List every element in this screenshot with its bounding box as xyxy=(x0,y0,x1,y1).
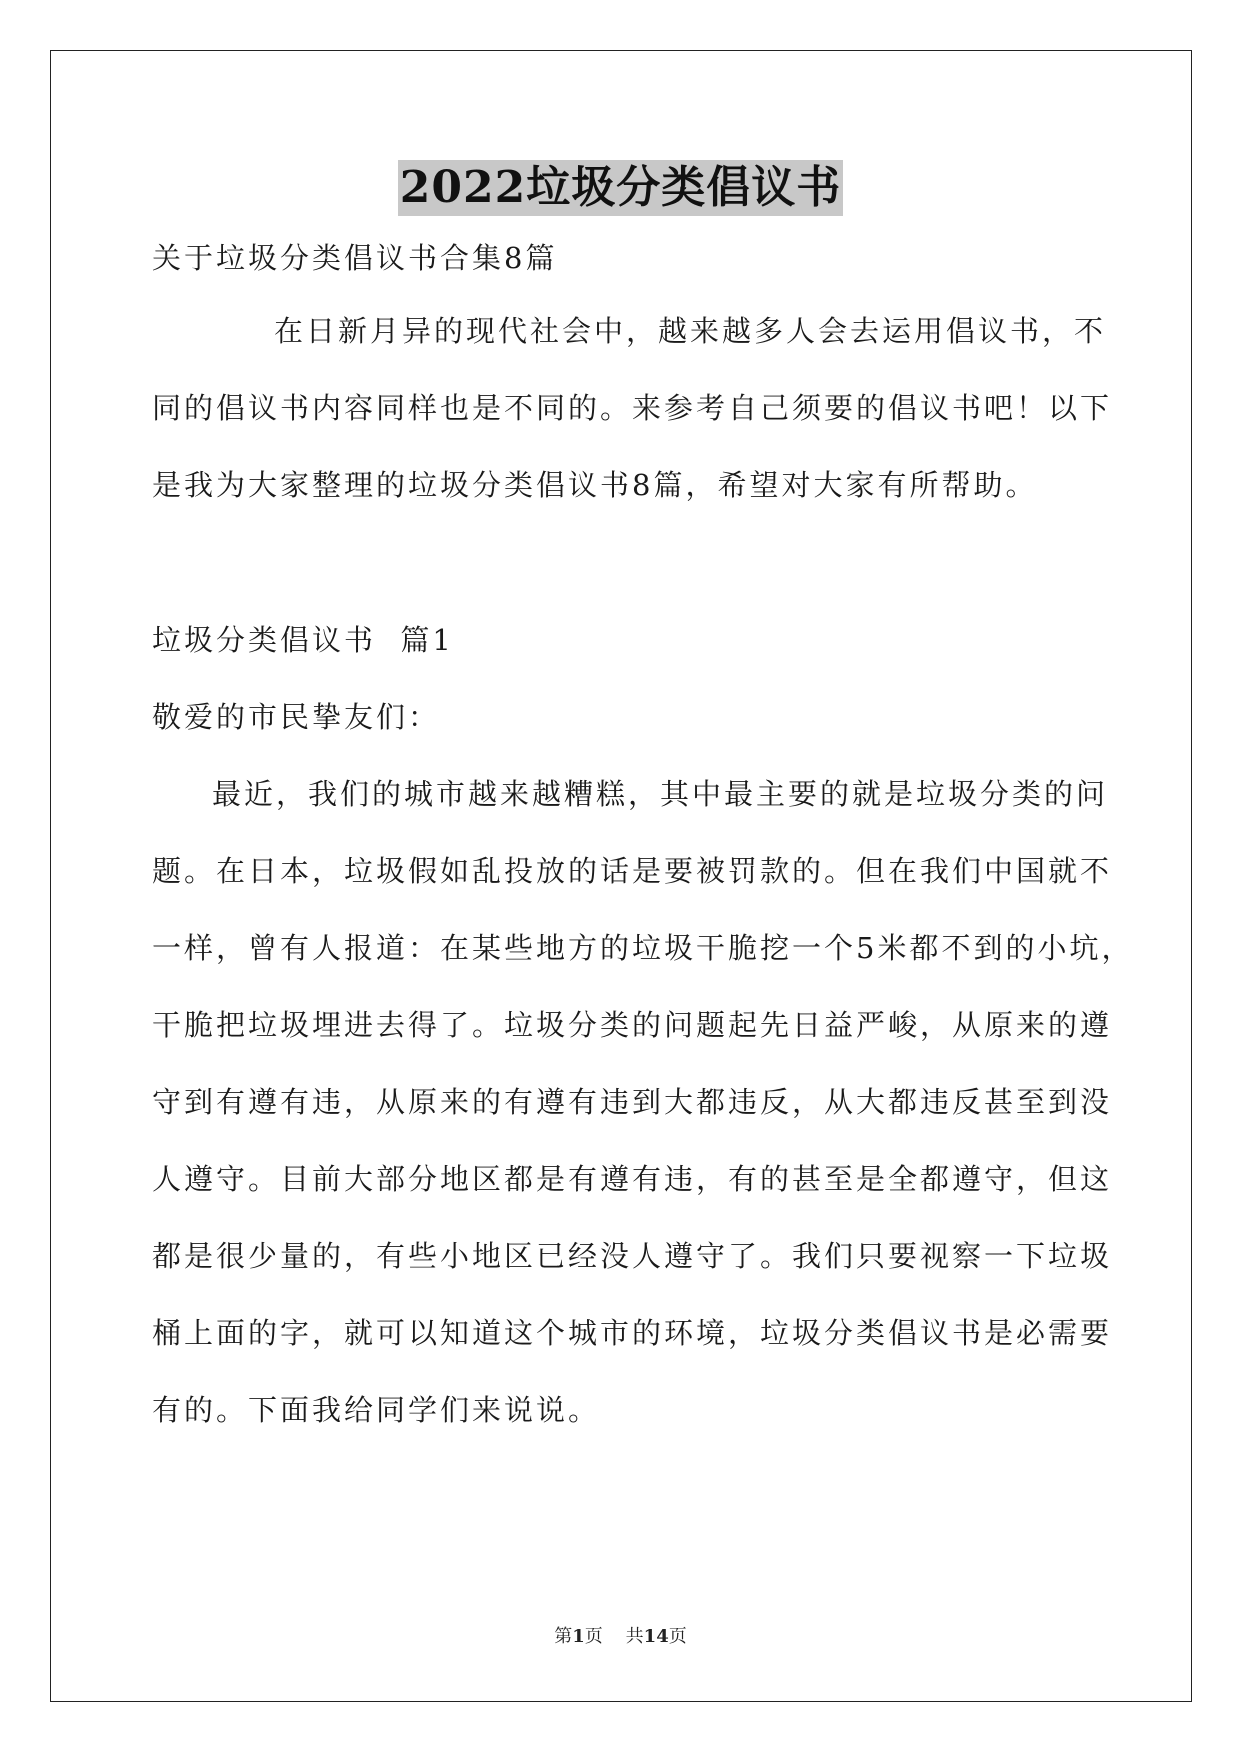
page-footer xyxy=(0,1622,1241,1648)
body-line: 最近，我们的城市越来越糟糕，其中最主要的就是垃圾分类的问 xyxy=(212,777,1109,811)
body-line: 一样，曾有人报道：在某些地方的垃圾干脆挖一个5米都不到的小坑， xyxy=(152,931,1134,965)
body-line: 桶上面的字，就可以知道这个城市的环境，垃圾分类倡议书是必需要 xyxy=(152,1316,1113,1350)
intro-line: 同的倡议书内容同样也是不同的。来参考自己须要的倡议书吧！以下 xyxy=(152,391,1113,425)
body-line: 人遵守。目前大部分地区都是有遵有违，有的甚至是全都遵守，但这 xyxy=(152,1162,1113,1196)
page-suffix: 页 xyxy=(584,1626,603,1647)
body-line: 有的。下面我给同学们来说说。 xyxy=(152,1393,601,1427)
page-total: 14 xyxy=(643,1626,669,1647)
body-line: 守到有遵有违，从原来的有遵有违到大都违反，从大都违反甚至到没 xyxy=(152,1085,1113,1119)
subtitle: 关于垃圾分类倡议书合集8篇 xyxy=(152,241,558,275)
body-line: 题。在日本，垃圾假如乱投放的话是要被罚款的。但在我们中国就不 xyxy=(152,854,1113,888)
page-prefix: 第 xyxy=(554,1626,573,1647)
title-container xyxy=(0,160,1241,216)
document-title: 2022垃圾分类倡议书 xyxy=(398,160,843,216)
intro-line: 是我为大家整理的垃圾分类倡议书8篇，希望对大家有所帮助。 xyxy=(152,468,1038,502)
total-suffix: 页 xyxy=(668,1626,687,1647)
salutation: 敬爱的市民挚友们： xyxy=(152,700,441,734)
document-body xyxy=(152,238,1134,1430)
section-heading: 垃圾分类倡议书 篇1 xyxy=(152,623,454,657)
body-line: 都是很少量的，有些小地区已经没人遵守了。我们只要视察一下垃圾 xyxy=(152,1239,1113,1273)
total-prefix: 共 xyxy=(625,1626,644,1647)
page-current: 1 xyxy=(572,1626,585,1647)
intro-line: 在日新月异的现代社会中，越来越多人会去运用倡议书，不 xyxy=(274,314,1107,348)
body-line: 干脆把垃圾埋进去得了。垃圾分类的问题起先日益严峻，从原来的遵 xyxy=(152,1008,1113,1042)
